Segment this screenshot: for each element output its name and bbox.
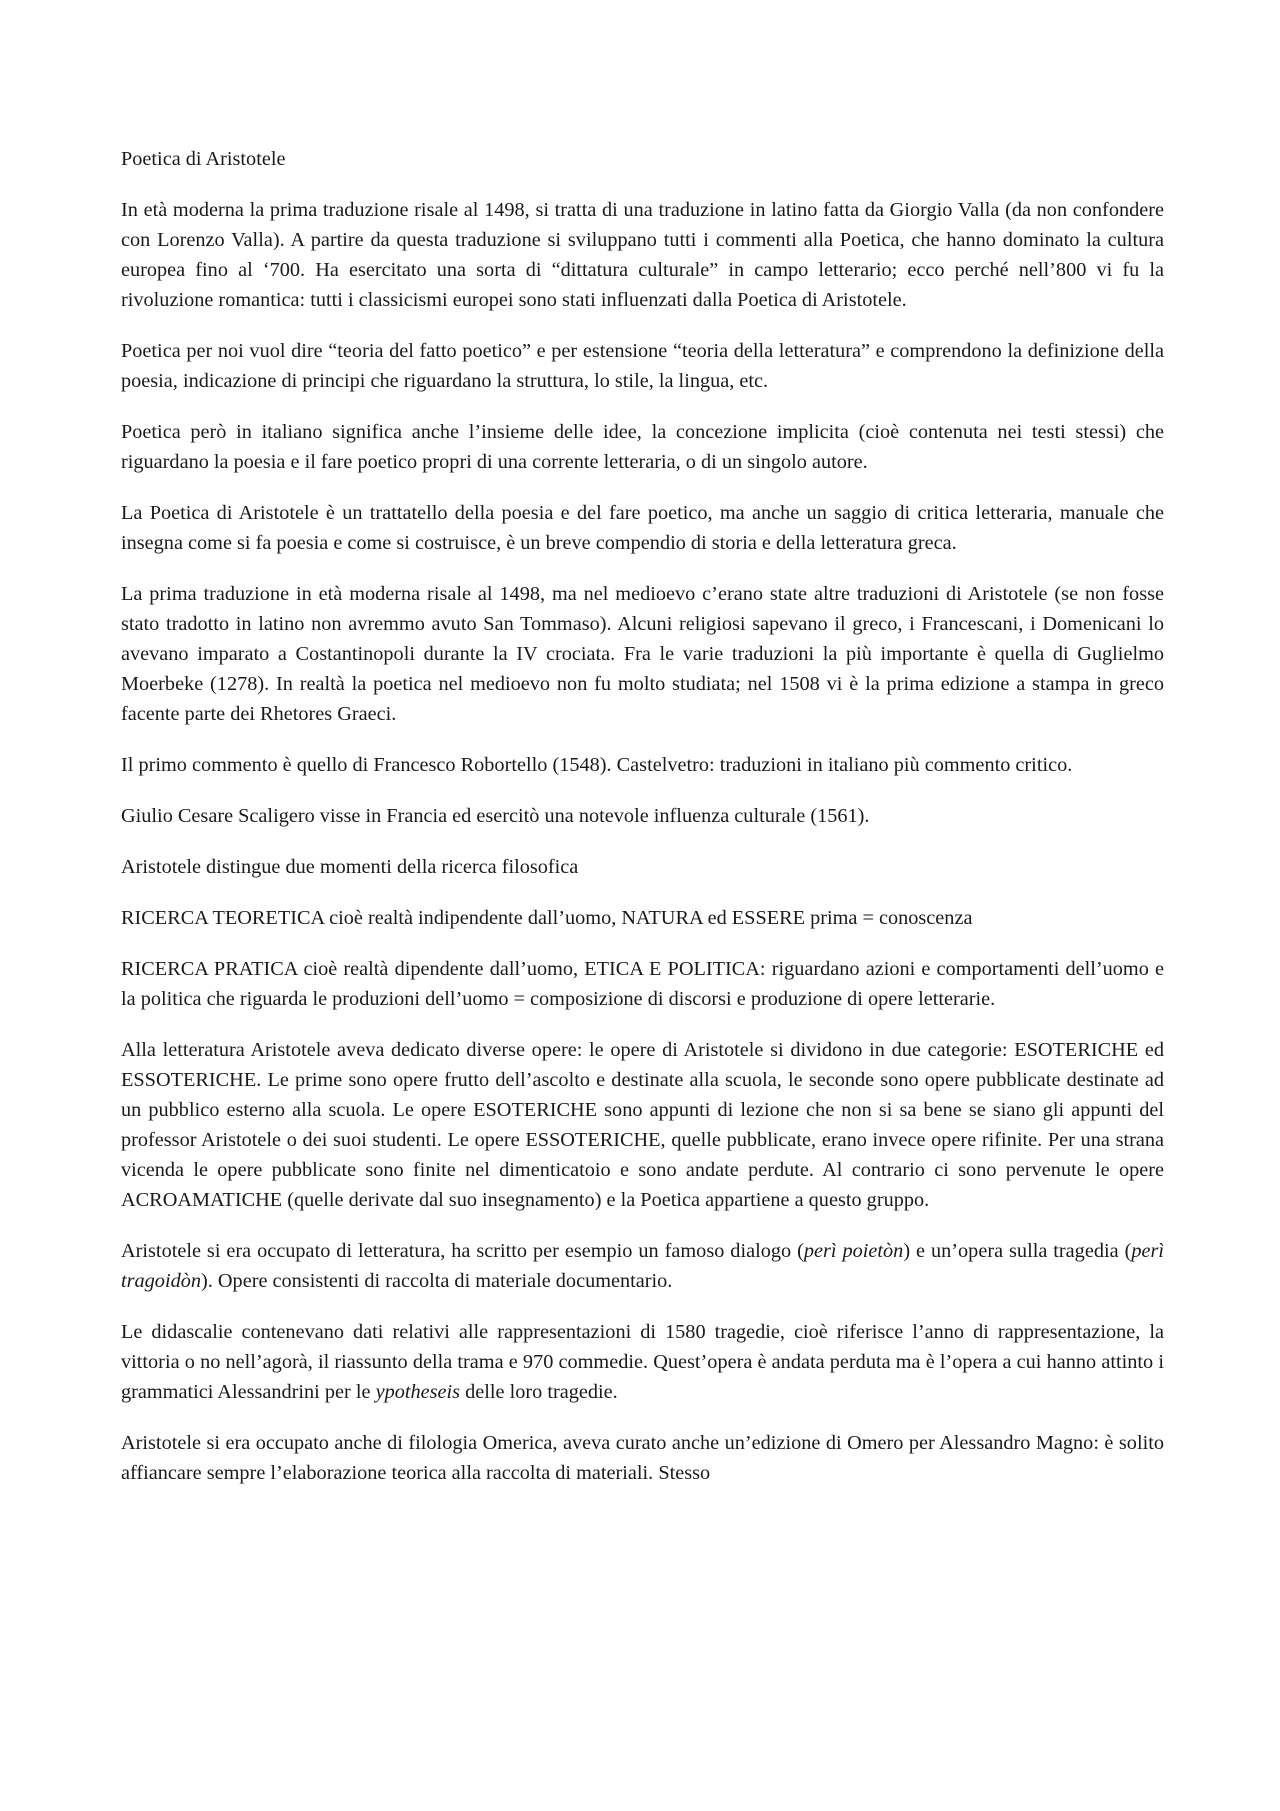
paragraph-13 [121,1317,1164,1407]
paragraph-4: La Poetica di Aristotele è un trattatello della poesia e del fare poetico, ma anche un saggio di critica letteraria, manuale che insegna come si fa poesia e come si costruisce, è un breve compendio di storia e della letteratura greca. [121,502,1164,554]
paragraph-12-text-a: Aristotele si era occupato di letteratura, ha scritto per esempio un famoso dialogo ( [121,1240,804,1262]
paragraph-10: RICERCA PRATICA cioè realtà dipendente dall’uomo, ETICA E POLITICA: riguardano azioni e comportamenti dell’uomo e la politica che riguarda le produzioni dell’uomo = composizione di discorsi e produzione di opere letterarie. [121,958,1164,1010]
document-body [121,144,1164,1488]
paragraph-12-text-c: ) e un’opera sulla tragedia ( [903,1240,1132,1262]
paragraph-2: Poetica per noi vuol dire “teoria del fatto poetico” e per estensione “teoria della letteratura” e comprendono la definizione della poesia, indicazione di principi che riguardano la struttura, lo stile, la lingua, etc. [121,340,1164,392]
paragraph-3: Poetica però in italiano significa anche l’insieme delle idee, la concezione implicita (cioè contenuta nei testi stessi) che riguardano la poesia e il fare poetico propri di una corrente letteraria, o di un singolo autore. [121,421,1164,473]
paragraph-1: In età moderna la prima traduzione risale al 1498, si tratta di una traduzione in latino fatta da Giorgio Valla (da non confondere con Lorenzo Valla). A partire da questa traduzione si sviluppano tutti i commenti alla Poetica, che hanno dominato la cultura europea fino al ‘700. Ha esercitato una sorta di “dittatura culturale” in campo letterario; ecco perché nell’800 vi fu la rivoluzione romantica: tutti i classicismi europei sono stati influenzati dalla Poetica di Aristotele. [121,199,1164,311]
paragraph-5: La prima traduzione in età moderna risale al 1498, ma nel medioevo c’erano state altre traduzioni di Aristotele (se non fosse stato tradotto in latino non avremmo avuto San Tommaso). Alcuni religiosi sapevano il greco, i Francescani, i Domenicani lo avevano imparato a Costantinopoli durante la IV crociata. Fra le varie traduzioni la più importante è quella di Guglielmo Moerbeke (1278). In realtà la poetica nel medioevo non fu molto studiata; nel 1508 vi è la prima edizione a stampa in greco facente parte dei Rhetores Graeci. [121,583,1164,725]
paragraph-7: Giulio Cesare Scaligero visse in Francia ed esercitò una notevole influenza culturale (1561). [121,805,870,827]
paragraph-12 [121,1236,1164,1296]
paragraph-12-text-e: ). Opere consistenti di raccolta di materiale documentario. [201,1270,673,1292]
paragraph-13-text-c: delle loro tragedie. [460,1381,618,1403]
paragraph-13-italic: ypotheseis [375,1381,461,1403]
paragraph-9: RICERCA TEORETICA cioè realtà indipendente dall’uomo, NATURA ed ESSERE prima = conoscenza [121,907,973,929]
paragraph-11: Alla letteratura Aristotele aveva dedicato diverse opere: le opere di Aristotele si dividono in due categorie: ESOTERICHE ed ESSOTERICHE. Le prime sono opere frutto dell’ascolto e destinate alla scuola, le seconde sono opere pubblicate destinate ad un pubblico esterno alla scuola. Le opere ESOTERICHE sono appunti di lezione che non si sa bene se siano gli appunti del professor Aristotele o dei suoi studenti. Le opere ESSOTERICHE, quelle pubblicate, erano invece opere rifinite. Per una strana vicenda le opere pubblicate sono finite nel dimenticatoio e sono andate perdute. Al contrario ci sono pervenute le opere ACROAMATICHE (quelle derivate dal suo insegnamento) e la Poetica appartiene a questo gruppo. [121,1039,1164,1211]
paragraph-13-text-a: Le didascalie contenevano dati relativi alle rappresentazioni di 1580 tragedie, cioè riferisce l’anno di rappresentazione, la vittoria o no nell’agorà, il riassunto della trama e 970 commedie. Quest’opera è andata perduta ma è l’opera a cui hanno attinto i grammatici Alessandrini per le [121,1321,1164,1403]
paragraph-12-italic-2: perì tragoidòn [121,1240,1164,1292]
paragraph-12-italic-1: perì poietòn [803,1240,904,1262]
paragraph-14: Aristotele si era occupato anche di filologia Omerica, aveva curato anche un’edizione di Omero per Alessandro Magno: è solito affiancare sempre l’elaborazione teorica alla raccolta di materiali. Stesso [121,1432,1164,1484]
document-title: Poetica di Aristotele [121,148,286,170]
paragraph-6: Il primo commento è quello di Francesco Robortello (1548). Castelvetro: traduzioni in italiano più commento critico. [121,754,1073,776]
paragraph-8: Aristotele distingue due momenti della ricerca filosofica [121,856,579,878]
